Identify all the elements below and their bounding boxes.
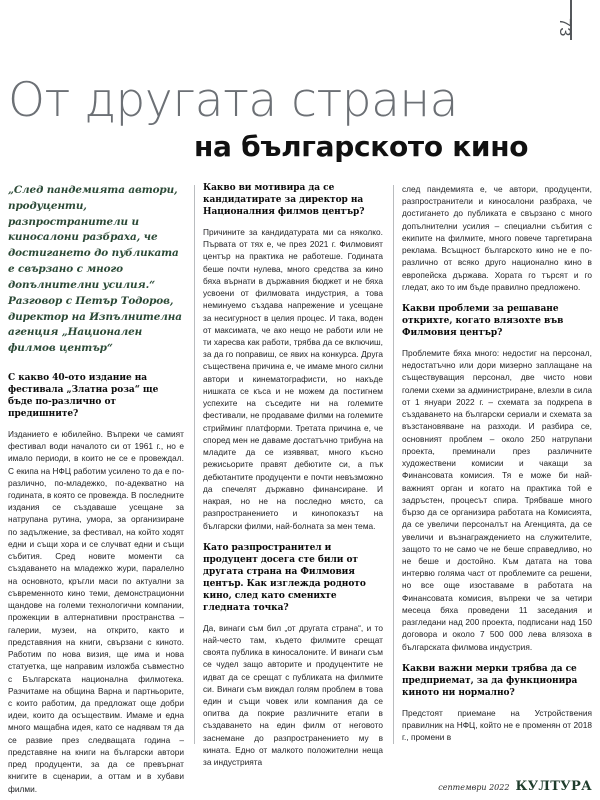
footer-date: септември 2022: [438, 783, 510, 792]
column-3-body: [402, 183, 592, 743]
body-paragraph: Да, винаги съм бил „от другата страна“, и то най-често там, където филмите срещат своята публика в киносалоните. И винаги съм се чудел защо авторите и продуцентите не идват да се срещат с публиката на филмите си. Винаги съм виждал голям проблем в това един и същи човек или компания да се опитва да покрие различните етапи в създаването на един филм от неговото заснемане до разпространението му в кината. Едно от малкото положителни неща за индустрията: [203, 622, 383, 768]
column-2: [194, 183, 393, 768]
headline-main: От другата страна: [8, 73, 458, 128]
body-paragraph: Изданието е юбилейно. Въпреки че самият фестивал води началото си от 1961 г., но е имало периоди, в които не се е провеждал. С екипа на НФЦ работим усилено то да е по-различно, по-младежко, по-адекватно на годината, в която се провежда. В последните издания се създаваше усещане за натрупана рутина, умора, за организиране по задължение, за фестивал, на който ходят едни и същи хора и се случват едни и същи събития. Сред новите моменти са създаването на младежко жури, паралелно на основното, кръгли маси по актуални за съвременното кино теми, демонстрационни щандове на големи технологични компании, прожекции в алтернативни пространства – галерии, музеи, на открито, както и представяния на книги, свързани с киното. Работим по нова визия, ще има и нова статуетка, ще направим изложба съвместно с Българската национална филмотека. Разчитаме на община Варна и партньорите, с които работим, да предложат още добри идеи, които да осъществим. Имаме и една много мащабна идея, като се надявам тя да се развие през следващата година – представяне на книги на български автори пред продуценти, за да се превърнат книгите в сценарии, а оттам и в хубави филми.: [8, 428, 184, 794]
question-heading: Какви важни мерки трябва да се предприемат, за да функционира киното ни нормално?: [402, 663, 578, 698]
column-2-body: [203, 183, 383, 768]
question-heading: Като разпространител и продуцент досега сте били от другата страна на Филмовия център. Как изглежда родното кино, след като сменихте гледната точка?: [203, 542, 366, 613]
page-folio: [556, 0, 600, 58]
page-footer: [438, 779, 592, 794]
question-heading: С какво 40-ото издание на фестивала „Златна роза“ ще бъде по-различно от предишните?: [8, 372, 159, 419]
headline-sub: на българското кино: [194, 130, 529, 164]
page-number: 73: [556, 18, 573, 37]
footer-brand: КУЛТУРА: [515, 779, 592, 794]
question-heading: Какво ви мотивира да се кандидатирате за директор на Националния филмов център?: [203, 183, 365, 217]
column-1-body: [8, 373, 184, 795]
pull-quote: „След пандемията автори, продуценти, разпространители и киносалони разбраха, че достигането до публиката е свързано с много допълнителни усилия.“ Разговор с Петър Тодоров, директор на Изпълнителна агенция „Национален филмов център“: [8, 184, 182, 355]
body-paragraph: Проблемите бяха много: недостиг на персонал, недостатъчно или дори мизерно заплащане на съществуващия персонал, две чисто нови големи схеми за администриране, влезли в сила от 1 януари 2022 г. – схемата за подкрепа в създаването на български сериали и схемата за възстановяване на разходи. И разбира се, основният проблем – около 250 натрупани проекта, преминали през различните художествени комисии и чакащи за Финансовата комисия. Тя е може би най-важният орган и когато на практика той е задръстен, процесът спира. Трябваше много бързо да се организира работата на Комисията, да се увеличи персоналът на Агенцията, да се увеличи и възнаграждението на служителите, защото то не само че не беше справедливо, но не беше и достойно. Към датата на това интервю голяма част от проблемите са решени, но все още изоставаме в работата на Финансовата комисия, въпреки че за четири месеца бяха проведени 11 заседания и разгледани над 200 проекта, подписани над 150 договора и около 7 500 000 лева влязоха в българската филмова индустрия.: [402, 348, 592, 652]
column-1: [8, 183, 194, 794]
body-paragraph: след пандемията е, че автори, продуценти, разпространители и киносалони разбраха, че достигането до публиката е свързано с много допълнителни усилия – специални събития с екипите на филмите, много повече таргетирана реклама. Всъщност българското кино не е по-различно от всяко друго национално кино в европейска държава. Хората го търсят и го гледат, ако то им бъде правилно предложено.: [402, 184, 592, 292]
article-masthead: [8, 73, 592, 164]
body-paragraph: Предстоят приемане на Устройствения правилник на НФЦ, който не е променян от 2018 г., промени в: [402, 707, 592, 743]
question-heading: Какви проблеми за решаване открихте, когато влязохте във Филмовия център?: [402, 304, 564, 339]
body-paragraph: Причините за кандидатурата ми са няколко. Първата от тях е, че през 2021 г. Филмовият център на практика не работеше. Годината беше почти нулева, много средства за кино бяха върнати в държавния бюджет и не бяха усвоени от филмовата индустрия, а това неминуемо създава напрежение и усещане за несигурност в целия процес. И така, воден от максимата, че ако нещо не работи или не ти харесва как работи, трябва да се включиш, за да го поправиш, се явих на конкурса. Друга съществена причина е, че имаме много силни автори и кинематографисти, но накъде нишката се къса и не можем да постигнем успехите на съседите ни на големите фестивали, не продаваме филми на големите стрийминг платформи. Третата причина е, че според мен не даваме достатъчно трибуна на младите да се изявяват, много късно режисьорите правят дебютите си, а пък дебютантите продуценти е почти невъзможно да спечелят държавно финансиране. И накрая, но не на последно място, са разпространението и кинопоказът на български филми, най-болната за мен тема.: [203, 226, 383, 531]
column-3: [393, 183, 592, 768]
